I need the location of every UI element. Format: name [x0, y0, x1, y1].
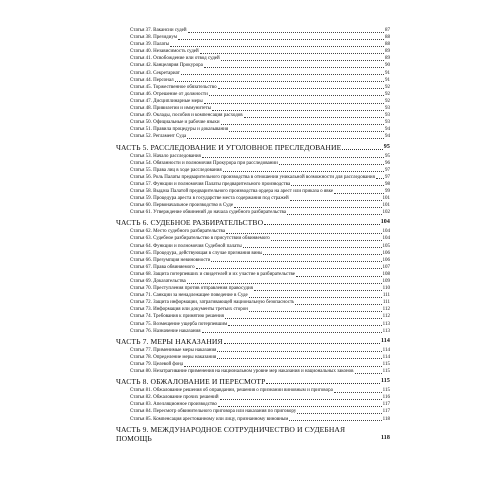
dot-leader [226, 233, 381, 234]
toc-entry [116, 195, 390, 202]
entry-title: Статья 53. Начало расследования [130, 153, 201, 159]
page-number: 94 [385, 134, 390, 140]
dot-leader [204, 103, 384, 104]
dot-leader [264, 224, 380, 225]
dot-leader [188, 32, 384, 33]
toc-entry [116, 27, 390, 34]
page-number: 106 [382, 250, 390, 256]
dot-leader [181, 74, 384, 75]
page-number: 118 [382, 416, 390, 422]
entry-title: Статья 59. Процедура ареста в государстве места содержания под стражей [130, 196, 289, 202]
toc-entry [116, 408, 390, 415]
page-number: 113 [382, 328, 390, 334]
dot-leader [187, 138, 384, 139]
entry-title: Статья 62. Место судебного разбирательства [130, 229, 226, 235]
page-number: 106 [382, 257, 390, 263]
entry-title: Статья 38. Президиум [130, 35, 177, 41]
dot-leader [170, 46, 384, 47]
toc-entry [116, 401, 390, 408]
page-number: 90 [385, 63, 390, 69]
page-number: 113 [382, 321, 390, 327]
dot-leader [209, 95, 384, 96]
page-number: 93 [385, 106, 390, 112]
dot-leader [217, 351, 381, 352]
page-number: 91 [385, 70, 390, 76]
toc-entry [116, 292, 390, 299]
toc-chapter-heading [116, 218, 390, 227]
toc-entry [116, 264, 390, 271]
toc-entry [116, 299, 390, 306]
dot-leader [218, 406, 382, 407]
page-number: 112 [382, 314, 390, 320]
toc-entry [116, 119, 390, 126]
entry-title: Статья 70. Преступления против отправления правосудия [130, 286, 253, 292]
entry-title: Статья 64. Функции и полномочия Судебной палаты [130, 243, 242, 249]
chapter-title: ЧАСТЬ 8. ОБЖАЛОВАНИЕ И ПЕРЕСМОТР [116, 377, 266, 387]
dot-leader [229, 131, 384, 132]
toc-chapter-heading [116, 377, 390, 386]
toc-entry [116, 174, 390, 181]
page-number: 114 [382, 347, 390, 353]
page-number: 95 [385, 153, 390, 159]
entry-title: Статья 63. Судебное разбирательство в присутствии обвиняемого [130, 236, 270, 242]
toc-chapter-heading [116, 143, 390, 152]
entry-title: Статья 67. Права обвиняемого [130, 264, 195, 270]
toc-entry [116, 126, 390, 133]
entry-title: Статья 40. Независимость судей [130, 49, 199, 55]
dot-leader [342, 149, 382, 150]
page-number: 110 [382, 286, 390, 292]
toc-entry [116, 181, 390, 188]
entry-title: Статья 84. Пересмотр обвинительного приговора или наказания по приговору [130, 409, 297, 415]
toc-entry [116, 368, 390, 375]
page-number: 107 [382, 264, 390, 270]
page-number: 99 [385, 188, 390, 194]
dot-leader [196, 268, 382, 269]
page-number: 97 [385, 174, 390, 180]
page-number: 115 [381, 378, 390, 385]
dot-leader [175, 81, 384, 82]
dot-leader [355, 373, 382, 374]
toc-entry [116, 160, 390, 167]
entry-title: Статья 75. Возмещение ущерба потерпевшим [130, 321, 228, 327]
dot-leader [291, 185, 384, 186]
entry-title: Статья 52. Регламент Суда [130, 134, 187, 140]
entry-title: Статья 42. Канцелярия Прокурора [130, 63, 203, 69]
entry-title: Статья 68. Защита потерпевших и свидетелей и их участие в разбирательстве [130, 271, 296, 277]
toc-entry [116, 70, 390, 77]
toc-entry [116, 41, 390, 48]
entry-title: Статья 49. Оклады, пособия и компенсация расходов [130, 113, 243, 119]
page-number: 111 [382, 300, 390, 306]
toc-entry [116, 62, 390, 69]
toc-entry [116, 91, 390, 98]
page-number: 114 [382, 354, 390, 360]
entry-title: Статья 56. Роль Палаты предварительного производства в отношении уникальной возможности для расследования [130, 174, 375, 180]
chapter-title: ЧАСТЬ 7. МЕРЫ НАКАЗАНИЯ [116, 336, 223, 346]
toc-entry [116, 243, 390, 250]
dot-leader [297, 413, 381, 414]
entry-title: Статья 69. Доказательства [130, 279, 186, 284]
chapter-title: ЧАСТЬ 9. МЕЖДУНАРОДНОЕ СОТРУДНИЧЕСТВО И СУДЕБНАЯ ПОМОЩЬ [116, 424, 346, 443]
page-number: 92 [385, 84, 390, 90]
dot-leader [376, 178, 384, 179]
dot-leader [212, 110, 384, 111]
toc-entry [116, 98, 390, 105]
entry-title: Статья 66. Презумпция невиновности [130, 257, 211, 263]
toc-entry [116, 112, 390, 119]
dot-leader [249, 297, 382, 298]
page-number: 101 [382, 203, 390, 209]
toc-entry [116, 285, 390, 292]
toc-entry [116, 105, 390, 112]
toc-entry [116, 235, 390, 242]
toc-chapter-heading [116, 425, 390, 443]
chapter-title: ЧАСТЬ 5. РАССЛЕДОВАНИЕ И УГОЛОВНОЕ ПРЕСЛЕДОВАНИЕ [116, 142, 342, 152]
toc-entry [116, 77, 390, 84]
page-number: 89 [385, 56, 390, 62]
page-number: 104 [382, 229, 390, 235]
dot-leader [217, 358, 382, 359]
entry-title: Статья 74. Требования к принятию решения [130, 314, 224, 320]
dot-leader [295, 304, 381, 305]
toc-entry [116, 354, 390, 361]
entry-title: Статья 51. Правила процедуры и доказывания [130, 127, 229, 133]
page-number: 93 [385, 120, 390, 126]
dot-leader [178, 39, 384, 40]
dot-leader [266, 383, 380, 384]
toc-entry [116, 48, 390, 55]
page-number: 92 [385, 98, 390, 104]
entry-title: Статья 71. Санкции за ненадлежащее поведение в Суде [130, 293, 248, 299]
entry-title: Статья 55. Права лиц в ходе расследования [130, 167, 222, 173]
page-number: 108 [382, 271, 390, 277]
toc-entry [116, 278, 390, 285]
dot-leader [223, 171, 384, 172]
chapter-title: ЧАСТЬ 6. СУДЕБНОЕ РАЗБИРАТЕЛЬСТВО [116, 218, 264, 228]
entry-title: Статья 65. Процедура, действующая в случае признания вины [130, 250, 263, 256]
toc-entry [116, 387, 390, 394]
dot-leader [228, 325, 381, 326]
toc-entry [116, 347, 390, 354]
dot-leader [218, 88, 384, 89]
entry-title: Статья 60. Первоначальное производство в Суде [130, 203, 234, 209]
dot-leader [289, 420, 381, 421]
dot-leader [225, 318, 382, 319]
entry-title: Статья 77. Применимые меры наказания [130, 347, 217, 353]
entry-title: Статья 46. Отрешение от должности [130, 91, 208, 97]
entry-title: Статья 45. Торжественное обязательство [130, 84, 217, 90]
page-number: 93 [385, 113, 390, 119]
dot-leader [202, 157, 384, 158]
dot-leader [334, 193, 384, 194]
dot-leader [249, 311, 382, 312]
toc-entry [116, 257, 390, 264]
page-number: 111 [382, 293, 390, 299]
page-number: 88 [385, 35, 390, 41]
entry-title: Статья 80. Незатрагивание применения на национальном уровне мер наказания и национальных законов [130, 369, 354, 375]
toc-chapter-heading [116, 337, 390, 346]
page-number: 96 [385, 160, 390, 166]
page-number: 102 [382, 210, 390, 216]
dot-leader [279, 164, 384, 165]
toc-entry [116, 321, 390, 328]
dot-leader [234, 207, 381, 208]
toc-entry [116, 209, 390, 216]
page-number: 89 [385, 49, 390, 55]
entry-title: Статья 83. Апелляционное производство [130, 402, 217, 408]
entry-title: Статья 82. Обжалование прочих решений [130, 395, 219, 401]
dot-leader [244, 117, 384, 118]
toc-entry [116, 133, 390, 140]
dot-leader [290, 200, 382, 201]
dot-leader [200, 53, 384, 54]
toc-entry [116, 34, 390, 41]
entry-title: Статья 85. Компенсация арестованному или лицу, признанному виновным [130, 416, 289, 422]
page-number: 101 [382, 196, 390, 202]
entry-title: Статья 58. Выдача Палатой предварительного производства ордера на арест или приказа о явке [130, 188, 334, 194]
page-number: 112 [382, 307, 390, 313]
page-number: 105 [382, 243, 390, 249]
page-number: 116 [382, 395, 390, 401]
dot-leader [221, 60, 384, 61]
dot-leader [254, 290, 382, 291]
dot-leader [334, 392, 382, 393]
entry-title: Статья 61. Утверждение обвинений до начала судебного разбирательства [130, 210, 287, 216]
toc-entry [116, 250, 390, 257]
toc-entry [116, 188, 390, 195]
entry-title: Статья 57. Функции и полномочия Палаты предварительного производства [130, 181, 291, 187]
dot-leader [287, 214, 381, 215]
page-number: 114 [381, 337, 390, 344]
page-number: 118 [381, 434, 390, 441]
entry-title: Статья 37. Вакансии судей [130, 28, 187, 33]
toc-entry [116, 202, 390, 209]
dot-leader [220, 399, 382, 400]
toc-entry [116, 271, 390, 278]
toc-entry [116, 306, 390, 313]
dot-leader [204, 67, 384, 68]
entry-title: Статья 76. Назначение наказания [130, 328, 201, 334]
dot-leader [296, 276, 381, 277]
dot-leader [243, 247, 382, 248]
entry-title: Статья 54. Обязанности и полномочия Прокурора при расследовании [130, 160, 278, 166]
dot-leader [211, 261, 381, 262]
page-number: 87 [385, 28, 390, 33]
page-number: 117 [382, 409, 390, 415]
dot-leader [224, 343, 380, 344]
page-number: 95 [383, 143, 390, 150]
dot-leader [202, 332, 382, 333]
page-number: 115 [382, 388, 390, 394]
toc-entry [116, 361, 390, 368]
toc-entry [116, 84, 390, 91]
toc-entry [116, 416, 390, 423]
dot-leader [271, 240, 382, 241]
toc-entry [116, 167, 390, 174]
toc-entry [116, 55, 390, 62]
page-number: 117 [382, 402, 390, 408]
dot-leader [221, 124, 385, 125]
entry-title: Статья 79. Целевой фонд [130, 361, 184, 367]
entry-title: Статья 81. Обжалование решения об оправдании, решения о признании виновным и приговора [130, 388, 333, 394]
page-number: 115 [382, 369, 390, 375]
entry-title: Статья 48. Привилегии и иммунитеты [130, 106, 212, 112]
toc-entry [116, 313, 390, 320]
entry-title: Статья 44. Персонал [130, 77, 174, 83]
entry-title: Статья 47. Дисциплинарные меры [130, 98, 203, 104]
entry-title: Статья 78. Определение меры наказания [130, 354, 217, 360]
entry-title: Статья 73. Информация или документы третьих сторон [130, 307, 248, 313]
page-number: 115 [382, 361, 390, 367]
toc-entry [116, 394, 390, 401]
table-of-contents [116, 27, 390, 444]
toc-entry [116, 228, 390, 235]
entry-title: Статья 50. Официальные и рабочие языки [130, 120, 220, 126]
page-number: 104 [382, 236, 390, 242]
page-number: 91 [385, 77, 390, 83]
page-number: 109 [382, 279, 390, 284]
toc-entry [116, 153, 390, 160]
dot-leader [184, 366, 381, 367]
page-number: 88 [385, 42, 390, 48]
page-number: 104 [380, 219, 390, 226]
toc-entry [116, 328, 390, 335]
page-number: 92 [385, 91, 390, 97]
page-number: 94 [385, 127, 390, 133]
page-number: 98 [385, 181, 390, 187]
entry-title: Статья 41. Освобождение или отвод судей [130, 56, 220, 62]
entry-title: Статья 72. Защита информации, затрагивающей национальную безопасность [130, 300, 295, 306]
page-number: 97 [385, 167, 390, 173]
dot-leader [263, 254, 381, 255]
entry-title: Статья 43. Секретариат [130, 70, 180, 76]
entry-title: Статья 39. Палаты [130, 42, 170, 48]
dot-leader [187, 283, 382, 284]
